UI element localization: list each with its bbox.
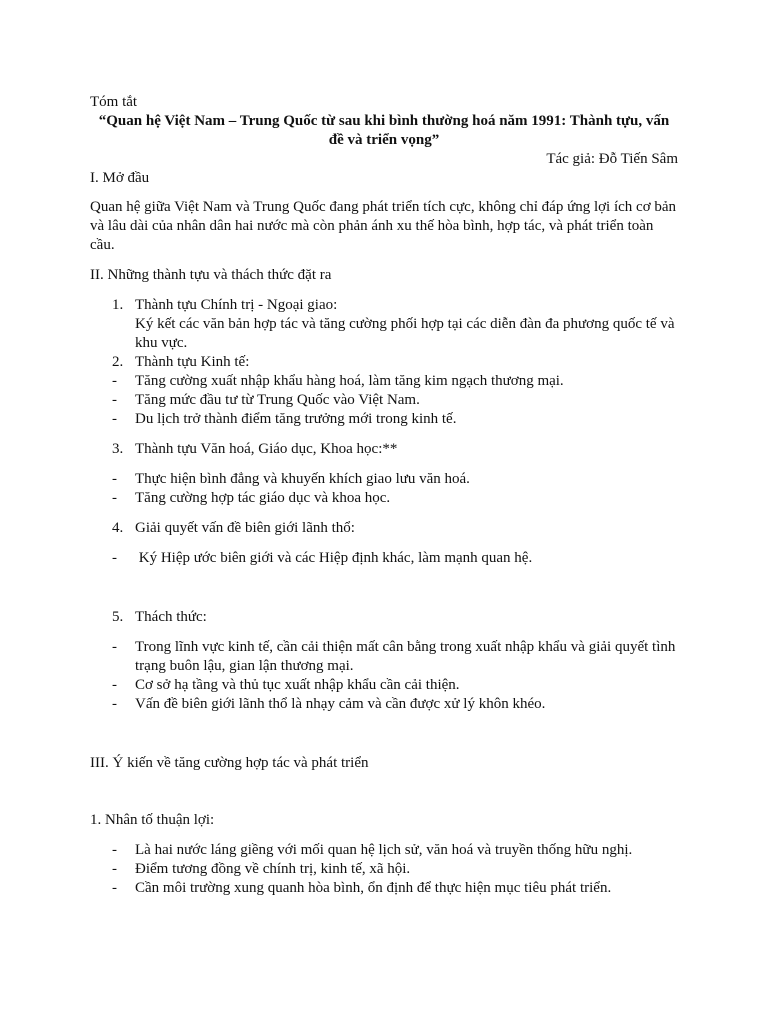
item-number: 3. xyxy=(112,441,124,457)
bullet-text: Điểm tương đồng về chính trị, kinh tế, xã hội. xyxy=(135,861,411,877)
item-number: 4. xyxy=(112,520,124,536)
intro-paragraph: Quan hệ giữa Việt Nam và Trung Quốc đang phát triển tích cực, không chỉ đáp ứng lợi ích cơ bản và lâu dài của nhân dân hai nước mà còn phản ánh xu thế hòa bình, hợp tác, và phát triển toàn cầu. xyxy=(90,199,677,253)
section-1-heading: I. Mở đầu xyxy=(90,170,150,186)
section-2-heading: II. Những thành tựu và thách thức đặt ra xyxy=(90,267,332,283)
bullet-item xyxy=(90,391,678,410)
bullet-text: Tăng cường hợp tác giáo dục và khoa học. xyxy=(135,490,391,506)
item-title: Thách thức: xyxy=(135,609,207,625)
bullet-dash: - xyxy=(112,696,117,712)
bullet-dash: - xyxy=(112,392,117,408)
list-item xyxy=(90,608,678,627)
item-number: 2. xyxy=(112,354,124,370)
bullet-text: Du lịch trở thành điểm tăng trưởng mới trong kinh tế. xyxy=(135,411,457,427)
item-number: 1. xyxy=(112,297,124,313)
bullet-text: Ký Hiệp ước biên giới và các Hiệp định khác, làm mạnh quan hệ. xyxy=(135,550,533,566)
bullet-item xyxy=(90,860,678,879)
bullet-dash: - xyxy=(112,411,117,427)
bullet-item xyxy=(90,879,678,898)
item-detail: Ký kết các văn bản hợp tác và tăng cường phối hợp tại các diễn đàn đa phương quốc tế và khu vực. xyxy=(135,316,675,351)
bullet-item xyxy=(90,549,678,568)
item-title: Thành tựu Chính trị - Ngoại giao: xyxy=(135,297,338,313)
author-line: Tác giả: Đỗ Tiến Sâm xyxy=(546,151,678,167)
bullet-dash: - xyxy=(112,550,117,566)
item-title: Thành tựu Kinh tế: xyxy=(135,354,250,370)
bullet-item xyxy=(90,372,678,391)
bullet-text: Tăng cường xuất nhập khẩu hàng hoá, làm tăng kim ngạch thương mại. xyxy=(135,373,564,389)
bullet-item xyxy=(90,841,678,860)
bullet-dash: - xyxy=(112,677,117,693)
bullet-text: Tăng mức đầu tư từ Trung Quốc vào Việt Nam. xyxy=(135,392,420,408)
document-page xyxy=(90,93,678,898)
list-item xyxy=(90,296,678,315)
bullet-dash: - xyxy=(112,880,117,896)
item-title: Giải quyết vấn đề biên giới lãnh thổ: xyxy=(135,520,355,536)
bullet-text: Là hai nước láng giềng với mối quan hệ lịch sử, văn hoá và truyền thống hữu nghị. xyxy=(135,842,633,858)
bullet-dash: - xyxy=(112,471,117,487)
bullet-item xyxy=(90,489,678,508)
bullet-item xyxy=(90,695,678,714)
list-item xyxy=(90,519,678,538)
document-title: “Quan hệ Việt Nam – Trung Quốc từ sau khi bình thường hoá năm 1991: Thành tựu, vấn đề và triển vọng” xyxy=(98,113,670,148)
bullet-text: Cơ sở hạ tầng và thủ tục xuất nhập khẩu cần cải thiện. xyxy=(135,677,460,693)
item-number: 5. xyxy=(112,609,124,625)
bullet-text: Trong lĩnh vực kinh tế, cần cải thiện mất cân bằng trong xuất nhập khẩu và giải quyết tình trạng buôn lậu, gian lận thương mại. xyxy=(135,639,676,674)
bullet-text: Cần môi trường xung quanh hòa bình, ổn định để thực hiện mục tiêu phát triển. xyxy=(135,880,612,896)
bullet-item xyxy=(90,676,678,695)
summary-label: Tóm tắt xyxy=(90,94,138,110)
subsection-heading: 1. Nhân tố thuận lợi: xyxy=(90,812,215,828)
item-title: Thành tựu Văn hoá, Giáo dục, Khoa học:** xyxy=(135,441,398,457)
bullet-dash: - xyxy=(112,639,117,655)
bullet-dash: - xyxy=(112,842,117,858)
list-item xyxy=(90,353,678,372)
bullet-text: Vấn đề biên giới lãnh thổ là nhạy cảm và cần được xử lý khôn khéo. xyxy=(135,696,546,712)
bullet-dash: - xyxy=(112,490,117,506)
bullet-item xyxy=(90,410,678,429)
bullet-text: Thực hiện bình đẳng và khuyến khích giao lưu văn hoá. xyxy=(135,471,470,487)
bullet-dash: - xyxy=(112,861,117,877)
list-item xyxy=(90,440,678,459)
section-3-heading: III. Ý kiến về tăng cường hợp tác và phát triển xyxy=(90,755,369,771)
bullet-item xyxy=(90,638,678,676)
bullet-item xyxy=(90,470,678,489)
bullet-dash: - xyxy=(112,373,117,389)
